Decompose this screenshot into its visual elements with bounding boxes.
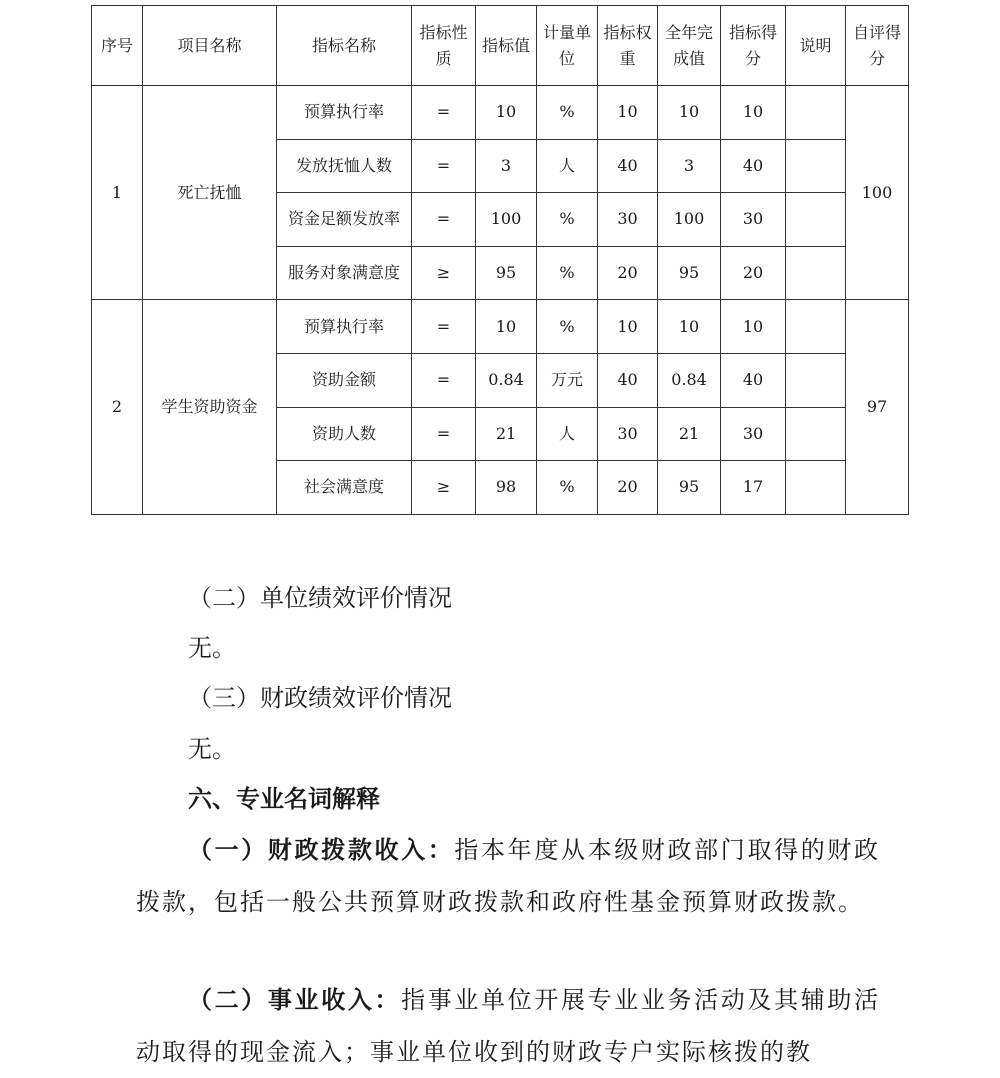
table-row	[92, 86, 909, 140]
cell-note	[786, 193, 846, 247]
cell-got: 17	[721, 461, 786, 515]
cell-got: 20	[721, 246, 786, 300]
cell-unit: %	[537, 86, 598, 140]
cell-weight: 10	[598, 300, 658, 354]
paragraph-business-income	[136, 974, 880, 1078]
paragraph-lead: （二）事业收入：	[188, 985, 402, 1014]
header-done: 全年完成值	[658, 6, 721, 86]
cell-note	[786, 461, 846, 515]
cell-value: 100	[476, 193, 537, 247]
header-value: 指标值	[476, 6, 537, 86]
table-row	[92, 300, 909, 354]
header-indicator: 指标名称	[277, 6, 412, 86]
cell-name: 服务对象满意度	[277, 246, 412, 300]
cell-done: 10	[658, 300, 721, 354]
cell-got: 10	[721, 86, 786, 140]
cell-done: 10	[658, 86, 721, 140]
cell-got: 10	[721, 300, 786, 354]
cell-unit: 人	[537, 139, 598, 193]
cell-note	[786, 86, 846, 140]
cell-unit: %	[537, 193, 598, 247]
header-weight: 指标权重	[598, 6, 658, 86]
cell-weight: 10	[598, 86, 658, 140]
header-project: 项目名称	[143, 6, 277, 86]
cell-got: 40	[721, 353, 786, 407]
cell-note	[786, 300, 846, 354]
paragraph-lead: （一）财政拨款收入：	[188, 835, 455, 864]
header-no: 序号	[92, 6, 143, 86]
cell-value: 10	[476, 86, 537, 140]
cell-got: 40	[721, 139, 786, 193]
section-3-body: 无。	[188, 735, 236, 763]
section-3-title: （三）财政绩效评价情况	[188, 684, 452, 712]
cell-unit: %	[537, 300, 598, 354]
cell-weight: 30	[598, 193, 658, 247]
cell-got: 30	[721, 193, 786, 247]
cell-weight: 40	[598, 139, 658, 193]
cell-no: 2	[92, 300, 143, 514]
table-header-row	[92, 6, 909, 86]
cell-self-score: 97	[846, 300, 909, 514]
cell-nature: ≥	[412, 461, 476, 515]
cell-value: 10	[476, 300, 537, 354]
cell-done: 100	[658, 193, 721, 247]
cell-project: 死亡抚恤	[143, 86, 277, 300]
cell-name: 资助人数	[277, 407, 412, 461]
section-2-title: （二）单位绩效评价情况	[188, 584, 452, 612]
cell-weight: 40	[598, 353, 658, 407]
performance-table	[91, 5, 909, 515]
cell-note	[786, 246, 846, 300]
cell-self-score: 100	[846, 86, 909, 300]
header-note: 说明	[786, 6, 846, 86]
cell-project: 学生资助资金	[143, 300, 277, 514]
heading-six: 六、专业名词解释	[188, 784, 380, 813]
cell-done: 0.84	[658, 353, 721, 407]
cell-note	[786, 353, 846, 407]
cell-nature: =	[412, 139, 476, 193]
cell-nature: ≥	[412, 246, 476, 300]
cell-name: 资助金额	[277, 353, 412, 407]
cell-nature: =	[412, 86, 476, 140]
cell-nature: =	[412, 407, 476, 461]
cell-unit: %	[537, 246, 598, 300]
cell-name: 社会满意度	[277, 461, 412, 515]
cell-name: 预算执行率	[277, 300, 412, 354]
cell-name: 发放抚恤人数	[277, 139, 412, 193]
cell-nature: =	[412, 300, 476, 354]
cell-no: 1	[92, 86, 143, 300]
cell-nature: =	[412, 353, 476, 407]
cell-value: 3	[476, 139, 537, 193]
cell-weight: 30	[598, 407, 658, 461]
section-2-body: 无。	[188, 634, 236, 662]
cell-done: 21	[658, 407, 721, 461]
paragraph-text: 指本年度从本级财政部门取得的财政拨款，包括一般公共预算财政拨款和政府性基金预算财政拨款。	[136, 836, 881, 916]
cell-value: 98	[476, 461, 537, 515]
cell-done: 3	[658, 139, 721, 193]
cell-weight: 20	[598, 461, 658, 515]
header-self-score: 自评得分	[846, 6, 909, 86]
paragraph-fiscal-appropriation	[136, 824, 880, 928]
cell-name: 预算执行率	[277, 86, 412, 140]
cell-note	[786, 139, 846, 193]
cell-name: 资金足额发放率	[277, 193, 412, 247]
header-nature: 指标性质	[412, 6, 476, 86]
paragraph-text: 指事业单位开展专业业务活动及其辅助活动取得的现金流入；事业单位收到的财政专户实际核拨的教	[136, 986, 881, 1066]
cell-note	[786, 407, 846, 461]
cell-unit: %	[537, 461, 598, 515]
cell-weight: 20	[598, 246, 658, 300]
cell-unit: 人	[537, 407, 598, 461]
header-unit: 计量单位	[537, 6, 598, 86]
cell-unit: 万元	[537, 353, 598, 407]
cell-value: 21	[476, 407, 537, 461]
cell-done: 95	[658, 246, 721, 300]
header-got: 指标得分	[721, 6, 786, 86]
cell-got: 30	[721, 407, 786, 461]
cell-value: 0.84	[476, 353, 537, 407]
cell-done: 95	[658, 461, 721, 515]
cell-value: 95	[476, 246, 537, 300]
cell-nature: =	[412, 193, 476, 247]
